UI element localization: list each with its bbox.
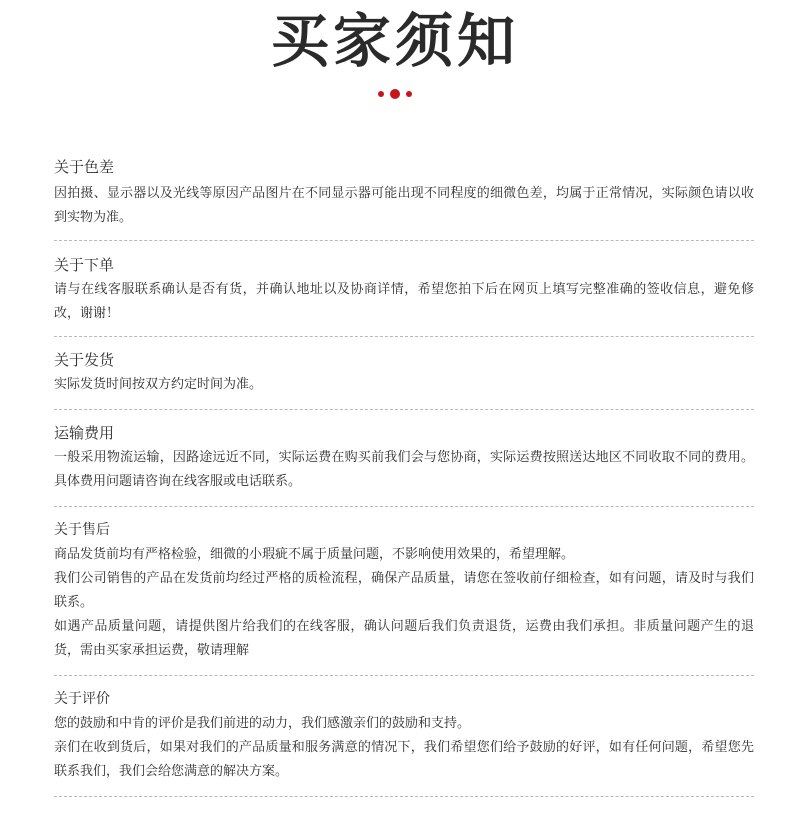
- section-ordering: [54, 241, 754, 337]
- section-freight-cost: [54, 410, 754, 507]
- section-shipping: [54, 337, 754, 410]
- section-paragraph: 因拍摄、显示器以及光线等原因产品图片在不同显示器可能出现不同程度的细微色差，均属于正常情况，实际颜色请以收到实物为准。: [54, 186, 754, 225]
- decoration-dot-right: [406, 91, 412, 97]
- section-reviews: [54, 676, 754, 797]
- section-paragraph: 您的鼓励和中肯的评价是我们前进的动力，我们感激亲们的鼓励和支持。: [54, 716, 471, 731]
- section-paragraph: 一般采用物流运输，因路途远近不同，实际运费在购买前我们会与您协商，实际运费按照送达地区不同收取不同的费用。具体费用问题请咨询在线客服或电话联系。: [54, 450, 754, 489]
- title-decoration-dots: [0, 89, 790, 99]
- section-paragraph: 商品发货前均有严格检验，细微的小瑕疵不属于质量问题，不影响使用效果的，希望理解。: [54, 547, 575, 562]
- decoration-dot-center: [390, 89, 400, 99]
- section-title: 关于评价: [54, 691, 110, 707]
- page-title: 买家须知: [270, 7, 519, 75]
- section-paragraph: 亲们在收到货后，如果对我们的产品质量和服务满意的情况下，我们希望您们给予鼓励的好评，如有任何问题，希望您先联系我们，我们会给您满意的解决方案。: [54, 740, 754, 779]
- section-title: 关于售后: [54, 522, 110, 538]
- section-title: 关于发货: [54, 351, 115, 369]
- section-title: 关于色差: [54, 158, 115, 176]
- section-paragraph: 我们公司销售的产品在发货前均经过严格的质检流程，确保产品质量，请您在签收前仔细检查，如有问题，请及时与我们联系。: [54, 571, 754, 610]
- section-paragraph: 请与在线客服联系确认是否有货，并确认地址以及协商详情，希望您拍下后在网页上填写完整准确的签收信息，避免修改，谢谢！: [54, 282, 754, 321]
- section-paragraph: 实际发货时间按双方约定时间为准。: [54, 377, 263, 392]
- notice-content: [54, 152, 754, 797]
- page-header: [0, 0, 790, 110]
- decoration-dot-left: [378, 91, 384, 97]
- section-title: 运输费用: [54, 424, 115, 442]
- section-paragraph: 如遇产品质量问题，请提供图片给我们的在线客服，确认问题后我们负责退货，运费由我们承担。非质量问题产生的退货，需由买家承担运费，敬请理解: [54, 619, 754, 658]
- section-title: 关于下单: [54, 256, 115, 274]
- section-after-sales: [54, 507, 754, 676]
- section-color-difference: [54, 152, 754, 241]
